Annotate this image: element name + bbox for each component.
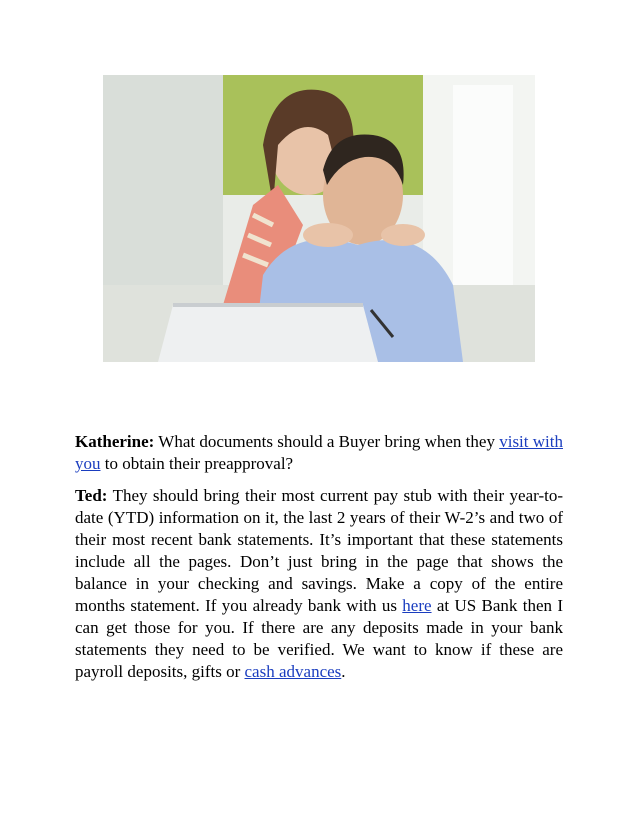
answer-paragraph xyxy=(75,485,563,683)
here-link[interactable]: here xyxy=(402,596,432,615)
cash-advances-link[interactable]: cash advances xyxy=(244,662,342,681)
couple-photo xyxy=(103,75,535,362)
answer-text-2: at US Bank then I can get those for you. If there are any deposits made in your bank statements they need to be verified. We want to know if these are payroll deposits, gifts or xyxy=(75,596,563,681)
question-text-1: What documents should a Buyer bring when they xyxy=(154,432,500,451)
question-text-2: to obtain their preapproval? xyxy=(100,454,294,473)
speaker-katherine: Katherine: xyxy=(75,432,155,451)
answer-text-1: They should bring their most current pay stub with their year-to-date (YTD) information on it, the last 2 years of their W-2’s and two of their most recent bank statements. It’s important that these statements include all the pages. Don’t just bring in the page that shows the balance in your checking and savings. Make a copy of the entire months statement. If you already bank with us xyxy=(75,486,563,615)
couple-photo-illustration xyxy=(103,75,535,362)
answer-text-3: . xyxy=(341,662,346,681)
visit-with-you-link[interactable]: visit with you xyxy=(75,432,563,473)
interview-text xyxy=(75,431,563,693)
question-paragraph xyxy=(75,431,563,475)
speaker-ted: Ted: xyxy=(75,486,108,505)
